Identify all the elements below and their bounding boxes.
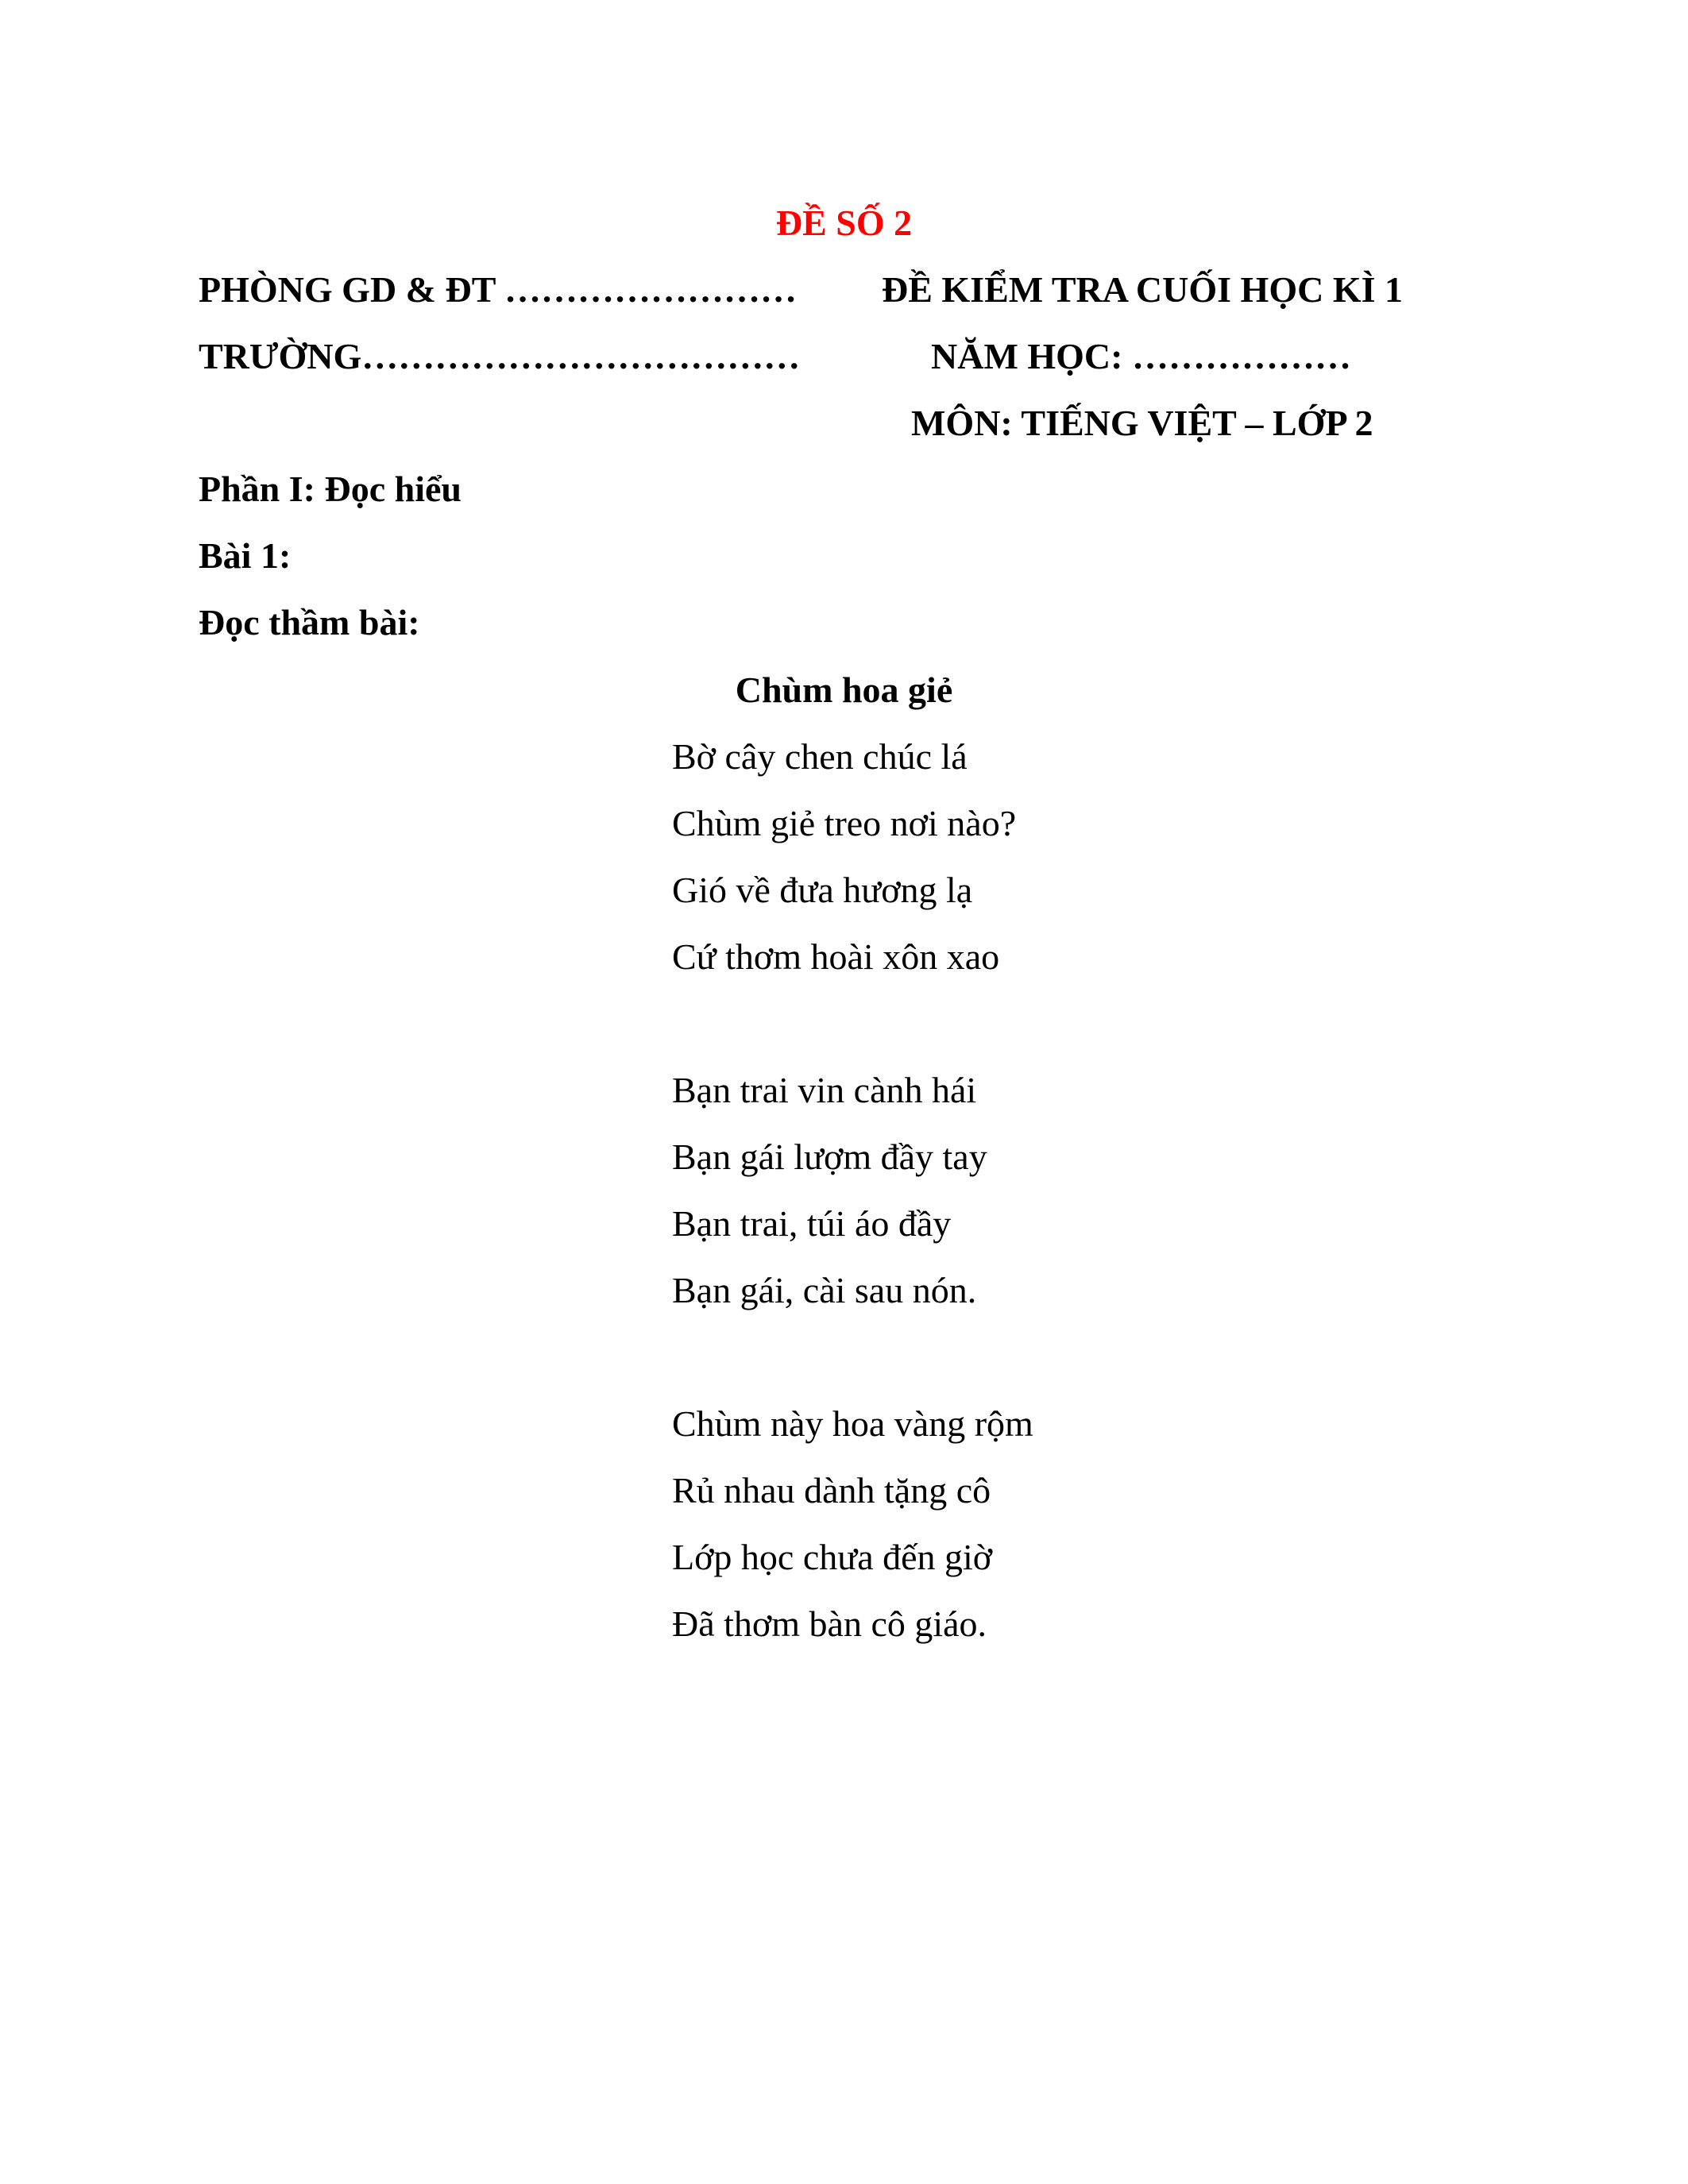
poem-line: Bờ cây chen chúc lá	[672, 736, 968, 777]
poem-line: Bạn trai, túi áo đầy	[672, 1203, 952, 1244]
school-year-line: NĂM HỌC: ………………	[931, 336, 1351, 376]
poem-line: Cứ thơm hoài xôn xao	[672, 936, 1000, 977]
poem-line: Bạn gái, cài sau nón.	[672, 1270, 977, 1310]
subject-line: MÔN: TIẾNG VIỆT – LỚP 2	[911, 403, 1373, 443]
poem-line: Chùm này hoa vàng rộm	[672, 1403, 1033, 1444]
poem-line: Gió về đưa hương lạ	[672, 870, 973, 910]
poem-line: Đã thơm bàn cô giáo.	[672, 1603, 987, 1644]
poem-line: Rủ nhau dành tặng cô	[672, 1470, 991, 1511]
exercise-heading: Bài 1:	[199, 535, 292, 576]
poem-line: Bạn trai vin cành hái	[672, 1070, 977, 1110]
instruction-heading: Đọc thầm bài:	[199, 602, 420, 642]
exam-title: ĐỀ KIỂM TRA CUỐI HỌC KÌ 1	[882, 269, 1404, 310]
poem-line: Lớp học chưa đến giờ	[672, 1537, 993, 1577]
department-line: PHÒNG GD & ĐT ……………………	[199, 269, 798, 310]
poem-line: Bạn gái lượm đầy tay	[672, 1136, 987, 1177]
poem-line: Chùm giẻ treo nơi nào?	[672, 803, 1017, 843]
poem-title: Chùm hoa giẻ	[735, 669, 953, 710]
exam-number-title: ĐỀ SỐ 2	[775, 203, 913, 243]
school-line: TRƯỜNG………………………………	[199, 336, 801, 376]
part-heading: Phần I: Đọc hiểu	[199, 469, 462, 509]
